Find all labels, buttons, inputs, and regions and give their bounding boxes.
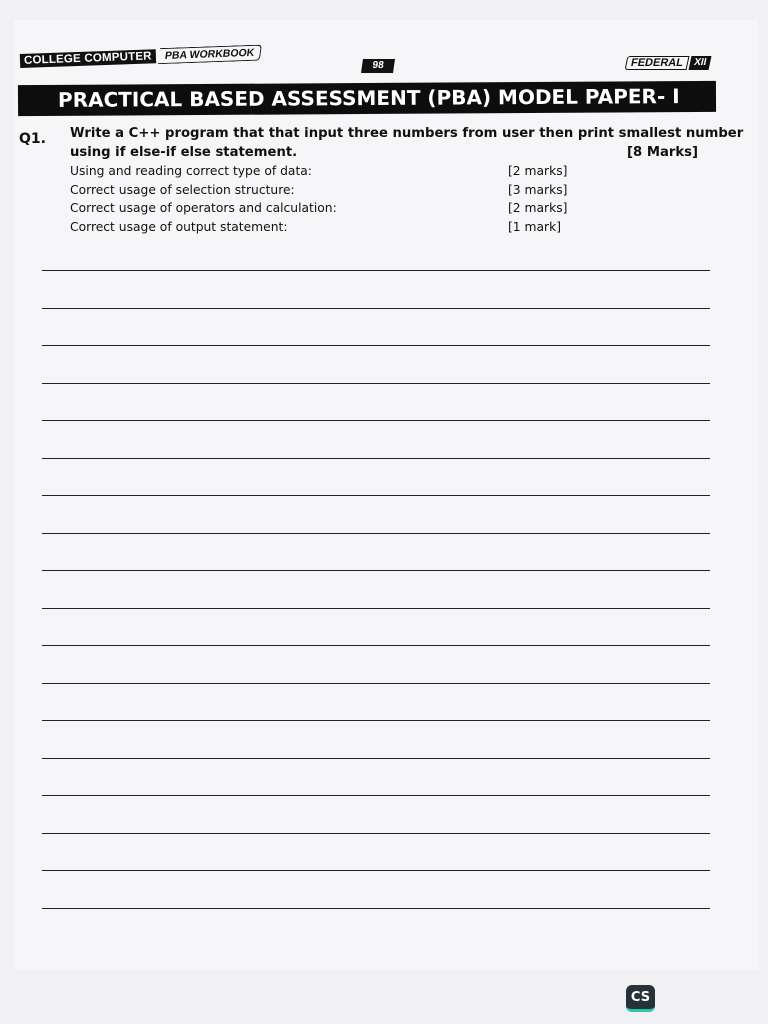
series-name: COLLEGE COMPUTER: [20, 49, 156, 68]
answer-line: [42, 795, 710, 796]
answer-line: [42, 720, 710, 721]
criteria-label: Using and reading correct type of data:: [70, 164, 312, 178]
answer-line: [42, 533, 710, 534]
answer-line: [42, 570, 710, 571]
camscanner-logo: CS: [626, 985, 655, 1012]
answer-line: [42, 308, 710, 309]
grade-badge: XII: [688, 56, 711, 70]
answer-line: [42, 495, 710, 496]
answer-line: [42, 645, 710, 646]
question-number: Q1.: [19, 131, 46, 147]
criteria-marks: [2 marks]: [508, 164, 568, 178]
criteria-marks: [1 mark]: [508, 219, 562, 234]
criteria-marks: [3 marks]: [508, 182, 568, 197]
answer-line: [42, 608, 710, 609]
criteria-label: Correct usage of output statement:: [70, 219, 288, 234]
page-number: 98: [361, 59, 395, 73]
question-line-2: using if else-if else statement.: [70, 145, 298, 160]
answer-line: [42, 833, 710, 834]
criteria-label: Correct usage of operators and calculation:: [70, 201, 337, 215]
answer-line: [42, 458, 710, 459]
answer-line: [42, 683, 710, 684]
answer-line: [42, 383, 710, 384]
board-name: FEDERAL: [625, 56, 690, 70]
criteria-marks: [2 marks]: [508, 201, 568, 215]
answer-line: [42, 870, 710, 871]
answer-line: [42, 270, 710, 271]
answer-line: [42, 420, 710, 421]
answer-line: [42, 758, 710, 759]
workbook-name: PBA WORKBOOK: [158, 45, 263, 65]
answer-lines: [42, 0, 744, 1024]
paper-title: PRACTICAL BASED ASSESSMENT (PBA) MODEL PAPER- I: [57, 84, 680, 112]
question-total-marks: [8 Marks]: [627, 145, 698, 160]
criteria-label: Correct usage of selection structure:: [70, 182, 295, 197]
question-line-1: Write a C++ program that that input three numbers from user then print smallest number: [70, 126, 744, 141]
answer-line: [42, 908, 710, 909]
answer-line: [42, 345, 710, 346]
